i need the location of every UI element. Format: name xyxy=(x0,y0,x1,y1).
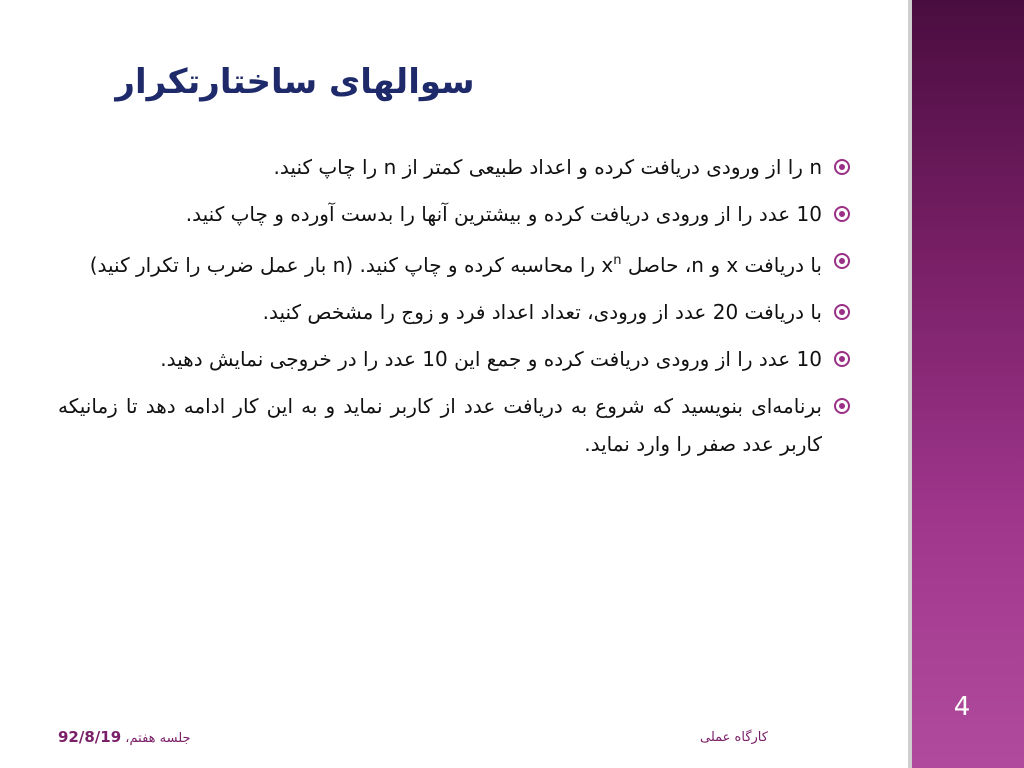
circled-dot-icon xyxy=(834,253,850,269)
bullet-text-after: را محاسبه کرده و چاپ کنید. (n بار عمل ضرب را تکرار کنید) xyxy=(89,253,602,277)
footer-course: کارگاه عملی xyxy=(700,730,768,745)
slide-title: سوالهای ساختارتکرار xyxy=(115,62,475,102)
slide-number: 4 xyxy=(953,692,971,722)
bullet-item xyxy=(58,293,850,331)
circled-dot-icon xyxy=(834,351,850,367)
side-band xyxy=(912,0,1024,768)
footer-date: 92/8/19 xyxy=(58,728,122,746)
bullet-item xyxy=(58,195,850,233)
exponent: n xyxy=(613,253,622,268)
bullet-item xyxy=(58,148,850,186)
bullet-text: n را از ورودی دریافت کرده و اعداد طبیعی کمتر از n را چاپ کنید. xyxy=(273,155,822,179)
circled-dot-icon xyxy=(834,159,850,175)
bullet-list xyxy=(58,148,850,472)
bullet-text: 10 عدد را از ورودی دریافت کرده و بیشترین آنها را بدست آورده و چاپ کنید. xyxy=(185,202,822,226)
bullet-text: برنامه‌ای بنویسید که شروع به دریافت عدد از کاربر نماید و به این کار ادامه دهد تا زمانیکه کاربر عدد صفر را وارد نماید. xyxy=(58,394,822,456)
bullet-text-before: با دریافت x و n، حاصل x xyxy=(601,253,822,277)
circled-dot-icon xyxy=(834,206,850,222)
circled-dot-icon xyxy=(834,398,850,414)
footer-session-label: جلسه هفتم، xyxy=(125,731,191,746)
footer-session xyxy=(58,728,258,746)
bullet-text: 10 عدد را از ورودی دریافت کرده و جمع این 10 عدد را در خروجی نمایش دهید. xyxy=(160,347,822,371)
circled-dot-icon xyxy=(834,304,850,320)
bullet-item xyxy=(58,387,850,463)
bullet-item xyxy=(58,242,850,284)
bullet-text: با دریافت 20 عدد از ورودی، تعداد اعداد فرد و زوج را مشخص کنید. xyxy=(262,300,822,324)
bullet-item xyxy=(58,340,850,378)
